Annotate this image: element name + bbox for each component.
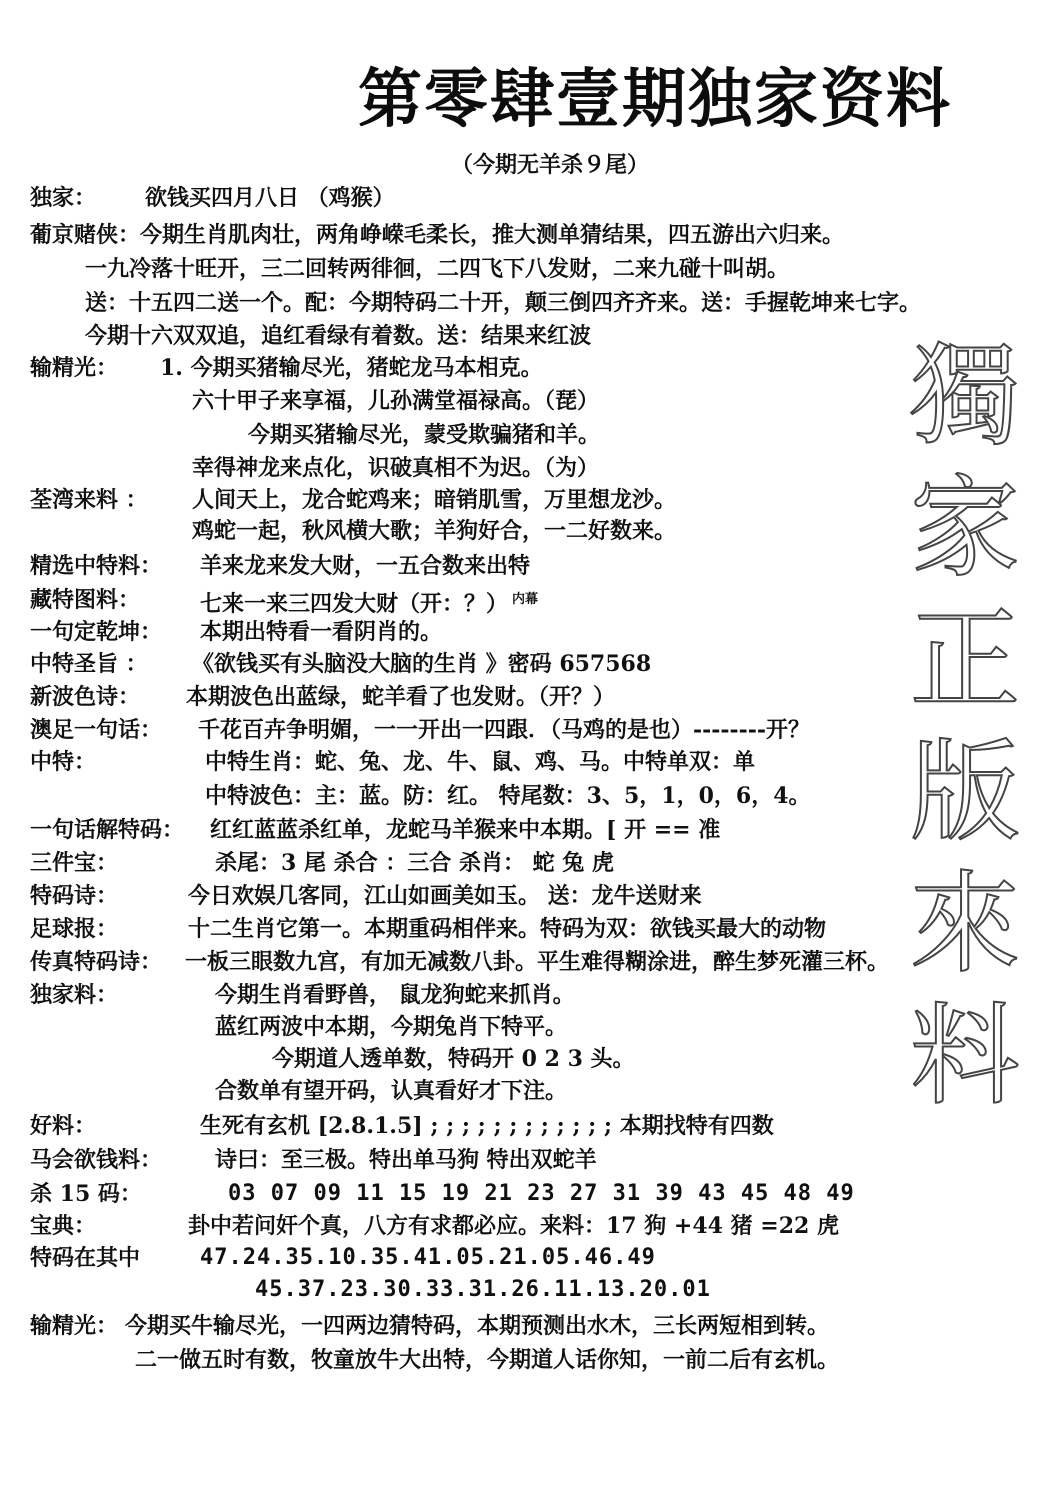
shujing-line-4: 幸得神龙来点化，识破真相不为迟。（为） — [192, 455, 600, 481]
xinbo-text: 本期波色出蓝绿，蛇羊看了也发财。（开？） — [186, 684, 616, 710]
cangte-sup: 内幕 — [512, 592, 539, 607]
mahui-label: 马会欲钱料： — [30, 1147, 163, 1173]
pujing-label: 葡京赌侠： — [30, 222, 141, 248]
yiju-text: 本期出特看一看阴肖的。 — [200, 619, 443, 645]
aozu-text: 千花百卉争明媚，一一开出一四跟．（马鸡的是也）--------开？ — [198, 717, 811, 743]
page-title: 第零肆壹期独家资料 — [358, 63, 952, 137]
xinbo-label: 新波色诗： — [30, 684, 141, 710]
jiete-text: 红红蓝蓝杀红单，龙蛇马羊猴来中本期。[ 开 == 准 — [210, 817, 721, 843]
dujialiao-line-2: 蓝红两波中本期，今期兔肖下特平。 — [215, 1014, 568, 1040]
jingxuan-text: 羊来龙来发大财，一五合数来出特 — [200, 553, 531, 579]
baodian-text: 卦中若问奸个真，八方有求都必应。来料：17 狗 +44 猪 =22 虎 — [188, 1213, 840, 1239]
sha15-numbers: 03 07 09 11 15 19 21 23 27 31 39 43 45 48 49 — [228, 1181, 855, 1206]
aozu-label: 澳足一句话： — [30, 717, 163, 743]
page-subtitle: （今期无羊杀９尾） — [450, 152, 649, 178]
pujing-line-4: 今期十六双双追，追红看绿有着数。送：结果来红波 — [85, 323, 592, 349]
pujing-line-2: 一九冷落十旺开，三二回转两徘徊，二四飞下八发财，二来九碰十叫胡。 — [85, 256, 790, 282]
shujing2-line-2: 二一做五时有数，牧童放牛大出特，今期道人话你知，一前二后有玄机。 — [135, 1347, 840, 1373]
qizhong-line-2: 45.37.23.30.33.31.26.11.13.20.01 — [255, 1277, 711, 1302]
chuanzhen-text: 一板三眼数九宫，有加无减数八卦。平生难得糊涂进，醉生梦死灌三杯。 — [185, 949, 890, 975]
shujing-line-1: 1. 今期买猪输尽光，猪蛇龙马本相克。 — [160, 355, 543, 381]
jiete-label: 一句话解特码： — [30, 817, 185, 843]
zhongte-label: 中特： — [30, 749, 97, 775]
dujialiao-line-1: 今期生肖看野兽， 鼠龙狗蛇来抓肖。 — [215, 982, 575, 1008]
shujing-line-2: 六十甲子来享福，儿孙满堂福禄高。（琵） — [192, 388, 600, 414]
mahui-text: 诗曰：至三极。特出单马狗 特出双蛇羊 — [215, 1147, 597, 1173]
cangte-label: 藏特图料： — [30, 587, 141, 613]
sanjian-text: 杀尾：3 尾 杀合 ：三合 杀肖： 蛇 兔 虎 — [215, 850, 614, 876]
jingxuan-label: 精选中特料： — [30, 553, 163, 579]
pujing-line-1: 今期生肖肌肉壮，两角峥嵘毛柔长，推大测单猜结果，四五游出六归来。 — [140, 222, 845, 248]
temashi-text: 今日欢娱几客同，江山如画美如玉。 送：龙牛送财来 — [188, 883, 702, 909]
zuqiu-text: 十二生肖它第一。本期重码相伴来。特码为双：欲钱买最大的动物 — [188, 916, 827, 942]
dujia-label: 独家： — [30, 185, 97, 211]
watermark-char: 正 — [910, 596, 1020, 724]
watermark-char: 家 — [910, 464, 1020, 592]
dujialiao-label: 独家料： — [30, 982, 119, 1008]
chuanzhen-label: 传真特码诗： — [30, 949, 163, 975]
watermark-char: 來 — [910, 860, 1020, 988]
zhongte-line-2: 中特波色：主：蓝。防：红。 特尾数：3、5，1，0，6，4。 — [205, 783, 811, 809]
quanwan-line-2: 鸡蛇一起，秋风横大歌；羊狗好合，一二好数来。 — [192, 518, 677, 544]
cangte-text — [200, 584, 538, 616]
dujia-text: 欲钱买四月八日 （鸡猴） — [145, 185, 395, 211]
qizhong-label: 特码在其中 — [30, 1245, 141, 1271]
quanwan-label: 荃湾来料 ： — [30, 487, 148, 513]
quanwan-line-1: 人间天上，龙合蛇鸡来；暗销肌雪，万里想龙沙。 — [192, 487, 677, 513]
dujialiao-line-4: 合数单有望开码，认真看好才下注。 — [215, 1078, 568, 1104]
zuqiu-label: 足球报： — [30, 916, 119, 942]
haoliao-text: 生死有玄机 [2.8.1.5] ; ; ; ; ; ; ; ; ; ; ; ; 本期找特有四数 — [200, 1113, 774, 1139]
watermark-char: 版 — [910, 728, 1020, 856]
cangte-main: 七来一来三四发大财（开：？） — [200, 591, 509, 618]
shengzhi-text: 《欲钱买有头脑没大脑的生肖 》密码 657568 — [192, 651, 652, 677]
dujialiao-line-3: 今期道人透单数，特码开 0 2 3 头。 — [272, 1046, 635, 1072]
side-watermark — [890, 330, 1040, 1130]
temashi-label: 特码诗： — [30, 883, 119, 909]
watermark-char: 料 — [910, 992, 1020, 1120]
shujing2-label: 输精光： — [30, 1313, 119, 1339]
qizhong-line-1: 47.24.35.10.35.41.05.21.05.46.49 — [200, 1245, 656, 1270]
shengzhi-label: 中特圣旨 ： — [30, 651, 148, 677]
baodian-label: 宝典： — [30, 1213, 97, 1239]
sha15-label: 杀 15 码： — [30, 1181, 142, 1207]
shujing-line-3: 今期买猪输尽光，蒙受欺骗猪和羊。 — [248, 422, 601, 448]
pujing-line-3: 送：十五四二送一个。配：今期特码二十开，颠三倒四齐齐来。送：手握乾坤来七字。 — [85, 290, 922, 316]
shujing2-line-1: 今期买牛输尽光，一四两边猜特码，本期预测出水木，三长两短相到转。 — [125, 1313, 830, 1339]
shujing-label: 输精光： — [30, 355, 119, 381]
sanjian-label: 三件宝： — [30, 850, 119, 876]
haoliao-label: 好料： — [30, 1113, 97, 1139]
yiju-label: 一句定乾坤： — [30, 619, 163, 645]
zhongte-line-1: 中特生肖：蛇、兔、龙、牛、鼠、鸡、马。中特单双：单 — [205, 749, 756, 775]
watermark-char: 獨 — [910, 332, 1020, 460]
